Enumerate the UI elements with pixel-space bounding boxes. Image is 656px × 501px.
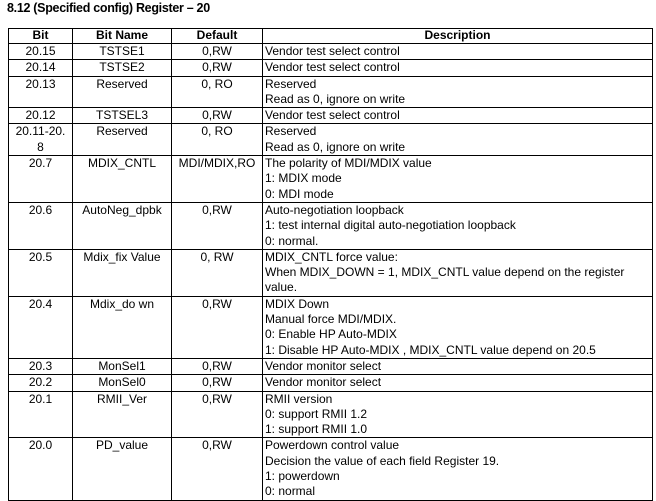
cell-bit-name: MonSel0 xyxy=(73,375,172,391)
description-line: Vendor test select control xyxy=(265,108,400,123)
description-line: Manual force MDI/MDIX. xyxy=(265,312,397,327)
cell-default: 0,RW xyxy=(172,391,263,438)
bit-value: 20.0 xyxy=(28,438,53,453)
description-line: Vendor test select control xyxy=(265,60,400,75)
cell-description xyxy=(263,156,653,203)
cell-bit-name: TSTSE1 xyxy=(73,44,172,60)
table-row xyxy=(9,249,653,296)
table-row xyxy=(9,156,653,203)
description-line: Reserved xyxy=(265,124,317,139)
description-line: Vendor test select control xyxy=(265,44,400,58)
cell-bit-name: MDIX_CNTL xyxy=(73,156,172,203)
description-line: 0: support RMII 1.2 xyxy=(265,406,368,421)
bit-value: 20.6 xyxy=(28,202,53,217)
bit-value: 20.14 xyxy=(25,60,56,75)
cell-bit xyxy=(9,202,73,249)
description-line: Reserved xyxy=(265,76,317,91)
description-line: Read as 0, ignore on write xyxy=(265,91,406,106)
column-header-description: Description xyxy=(263,29,653,44)
table-row xyxy=(9,391,653,438)
description-line: 1: test internal digital auto-negotiation loopback xyxy=(265,218,516,233)
cell-bit-name: AutoNeg_dpbk xyxy=(73,202,172,249)
cell-default: 0,RW xyxy=(172,60,263,76)
bit-value: 20.3 xyxy=(28,358,53,373)
cell-default: 0, RO xyxy=(172,124,263,156)
description-line: When MDIX_DOWN = 1, MDIX_CNTL value depend on the register value. xyxy=(265,265,625,295)
bit-value: 20.13 xyxy=(25,76,56,91)
cell-default: 0,RW xyxy=(172,375,263,391)
cell-bit xyxy=(9,358,73,374)
description-line: Auto-negotiation loopback xyxy=(265,202,404,217)
bit-value: 20.1 xyxy=(28,391,53,406)
cell-default: 0,RW xyxy=(172,108,263,124)
cell-bit xyxy=(9,296,73,358)
cell-description xyxy=(263,296,653,358)
table-header-row xyxy=(9,29,653,44)
cell-bit-name: RMII_Ver xyxy=(73,391,172,438)
cell-description xyxy=(263,60,653,76)
cell-bit-name: MonSel1 xyxy=(73,358,172,374)
register-table xyxy=(8,28,653,501)
cell-default: 0,RW xyxy=(172,358,263,374)
bit-value: 20.12 xyxy=(25,108,56,123)
cell-default: 0,RW xyxy=(172,202,263,249)
cell-default: 0,RW xyxy=(172,438,263,500)
cell-bit xyxy=(9,60,73,76)
table-row xyxy=(9,108,653,124)
cell-description xyxy=(263,358,653,374)
description-line: 1: support RMII 1.0 xyxy=(265,422,368,437)
cell-bit-name: TSTSEL3 xyxy=(73,108,172,124)
cell-description xyxy=(263,391,653,438)
bit-value: 20.15 xyxy=(25,44,56,58)
table-row xyxy=(9,375,653,391)
description-line: 1: Disable HP Auto-MDIX , MDIX_CNTL value depend on 20.5 xyxy=(265,342,596,357)
bit-value: 20.2 xyxy=(28,375,53,390)
bit-value: 20.5 xyxy=(28,249,53,264)
cell-bit-name: TSTSE2 xyxy=(73,60,172,76)
cell-bit-name: Reserved xyxy=(73,124,172,156)
cell-bit xyxy=(9,391,73,438)
cell-description xyxy=(263,202,653,249)
table-row xyxy=(9,358,653,374)
cell-default: 0,RW xyxy=(172,44,263,60)
cell-bit xyxy=(9,44,73,60)
cell-description xyxy=(263,44,653,60)
cell-description xyxy=(263,249,653,296)
cell-bit xyxy=(9,375,73,391)
cell-description xyxy=(263,76,653,108)
cell-bit xyxy=(9,124,73,156)
bit-value: 20.7 xyxy=(28,156,53,171)
description-line: Powerdown control value xyxy=(265,438,400,453)
description-line: 0: normal xyxy=(265,484,316,499)
description-line: Vendor monitor select xyxy=(265,375,382,390)
cell-bit xyxy=(9,249,73,296)
cell-bit xyxy=(9,108,73,124)
description-line: 0: MDI mode xyxy=(265,186,334,201)
cell-bit-name: Mdix_do wn xyxy=(73,296,172,358)
cell-default: 0,RW xyxy=(172,296,263,358)
cell-bit-name: Reserved xyxy=(73,76,172,108)
description-line: Decision the value of each field Register 19. xyxy=(265,453,500,468)
cell-description xyxy=(263,124,653,156)
cell-default: 0, RO xyxy=(172,76,263,108)
table-row xyxy=(9,44,653,60)
page-title: 8.12 (Specified config) Register – 20 xyxy=(7,1,210,15)
cell-bit xyxy=(9,156,73,203)
table-row xyxy=(9,60,653,76)
table-row xyxy=(9,202,653,249)
description-line: RMII version xyxy=(265,391,333,406)
column-header-default: Default xyxy=(172,29,263,44)
cell-description xyxy=(263,108,653,124)
cell-description xyxy=(263,438,653,500)
description-line: 1: MDIX mode xyxy=(265,171,342,186)
column-header-bit: Bit xyxy=(9,29,73,44)
description-line: The polarity of MDI/MDIX value xyxy=(265,156,432,171)
cell-bit-name: PD_value xyxy=(73,438,172,500)
cell-bit-name: Mdix_fix Value xyxy=(73,249,172,296)
cell-default: MDI/MDIX,RO xyxy=(172,156,263,203)
cell-description xyxy=(263,375,653,391)
description-line: MDIX Down xyxy=(265,296,330,311)
description-line: MDIX_CNTL force value: xyxy=(265,249,398,264)
description-line: 0: Enable HP Auto-MDIX xyxy=(265,327,397,342)
table-body xyxy=(9,44,653,501)
description-line: Vendor monitor select xyxy=(265,358,382,373)
table-row xyxy=(9,76,653,108)
cell-default: 0, RW xyxy=(172,249,263,296)
description-line: 0: normal. xyxy=(265,233,319,248)
table-row xyxy=(9,438,653,500)
description-line: Read as 0, ignore on write xyxy=(265,139,406,154)
cell-bit xyxy=(9,76,73,108)
cell-bit xyxy=(9,438,73,500)
table-row xyxy=(9,124,653,156)
table-row xyxy=(9,296,653,358)
bit-value: 20.4 xyxy=(28,296,53,311)
column-header-bit-name: Bit Name xyxy=(73,29,172,44)
description-line: 1: powerdown xyxy=(265,469,340,484)
bit-value: 20.11-20. 8 xyxy=(15,124,66,154)
